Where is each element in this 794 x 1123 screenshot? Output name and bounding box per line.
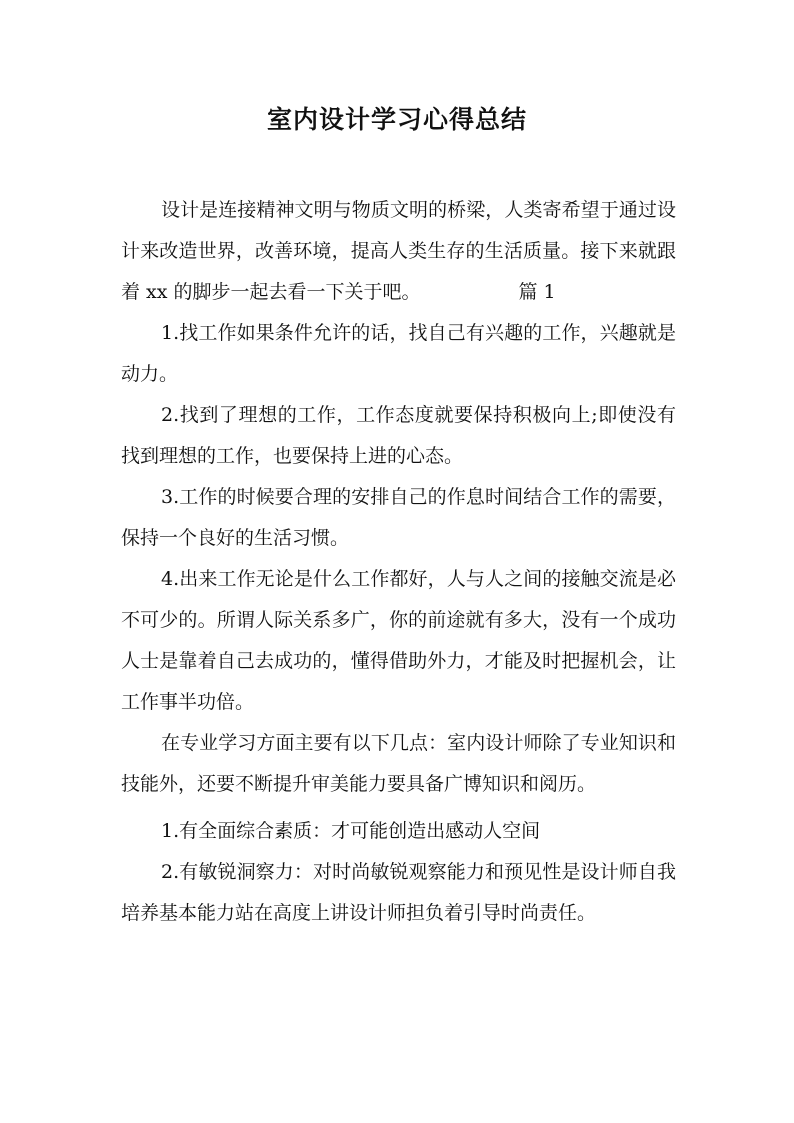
- document-title: 室内设计学习心得总结: [266, 105, 527, 134]
- study-intro-paragraph: 在专业学习方面主要有以下几点：室内设计师除了专业知识和技能外，还要不断提升审美能力要具备广博知识和阅历。: [121, 732, 676, 795]
- tip-paragraph-3: 3.工作的时候要合理的安排自己的作息时间结合工作的需要，保持一个良好的生活习惯。: [121, 486, 676, 549]
- tip-paragraph-2: 2.找到了理想的工作，工作态度就要保持积极向上;即使没有找到理想的工作，也要保持上进的心态。: [121, 404, 676, 467]
- tip-paragraph-4: 4.出来工作无论是什么工作都好，人与人之间的接触交流是必不可少的。所谓人际关系多广，你的前途就有多大，没有一个成功人士是靠着自己去成功的，懂得借助外力，才能及时把握机会，让工作事半功倍。: [121, 568, 676, 713]
- study-point-2: 2.有敏锐洞察力：对时尚敏锐观察能力和预见性是设计师自我培养基本能力站在高度上讲设计师担负着引导时尚责任。: [121, 861, 676, 924]
- intro-text: 设计是连接精神文明与物质文明的桥梁，人类寄希望于通过设计来改造世界，改善环境，提高人类生存的生活质量。接下来就跟着 xx 的脚步一起去看一下关于吧。: [121, 199, 676, 303]
- intro-paragraph: [121, 190, 676, 313]
- tip-paragraph-1: 1.找工作如果条件允许的话，找自己有兴趣的工作，兴趣就是动力。: [121, 322, 676, 385]
- chapter-label: 篇 1: [518, 281, 556, 303]
- document-body: [121, 190, 676, 934]
- study-point-1: 1.有全面综合素质：才可能创造出感动人空间: [161, 820, 541, 842]
